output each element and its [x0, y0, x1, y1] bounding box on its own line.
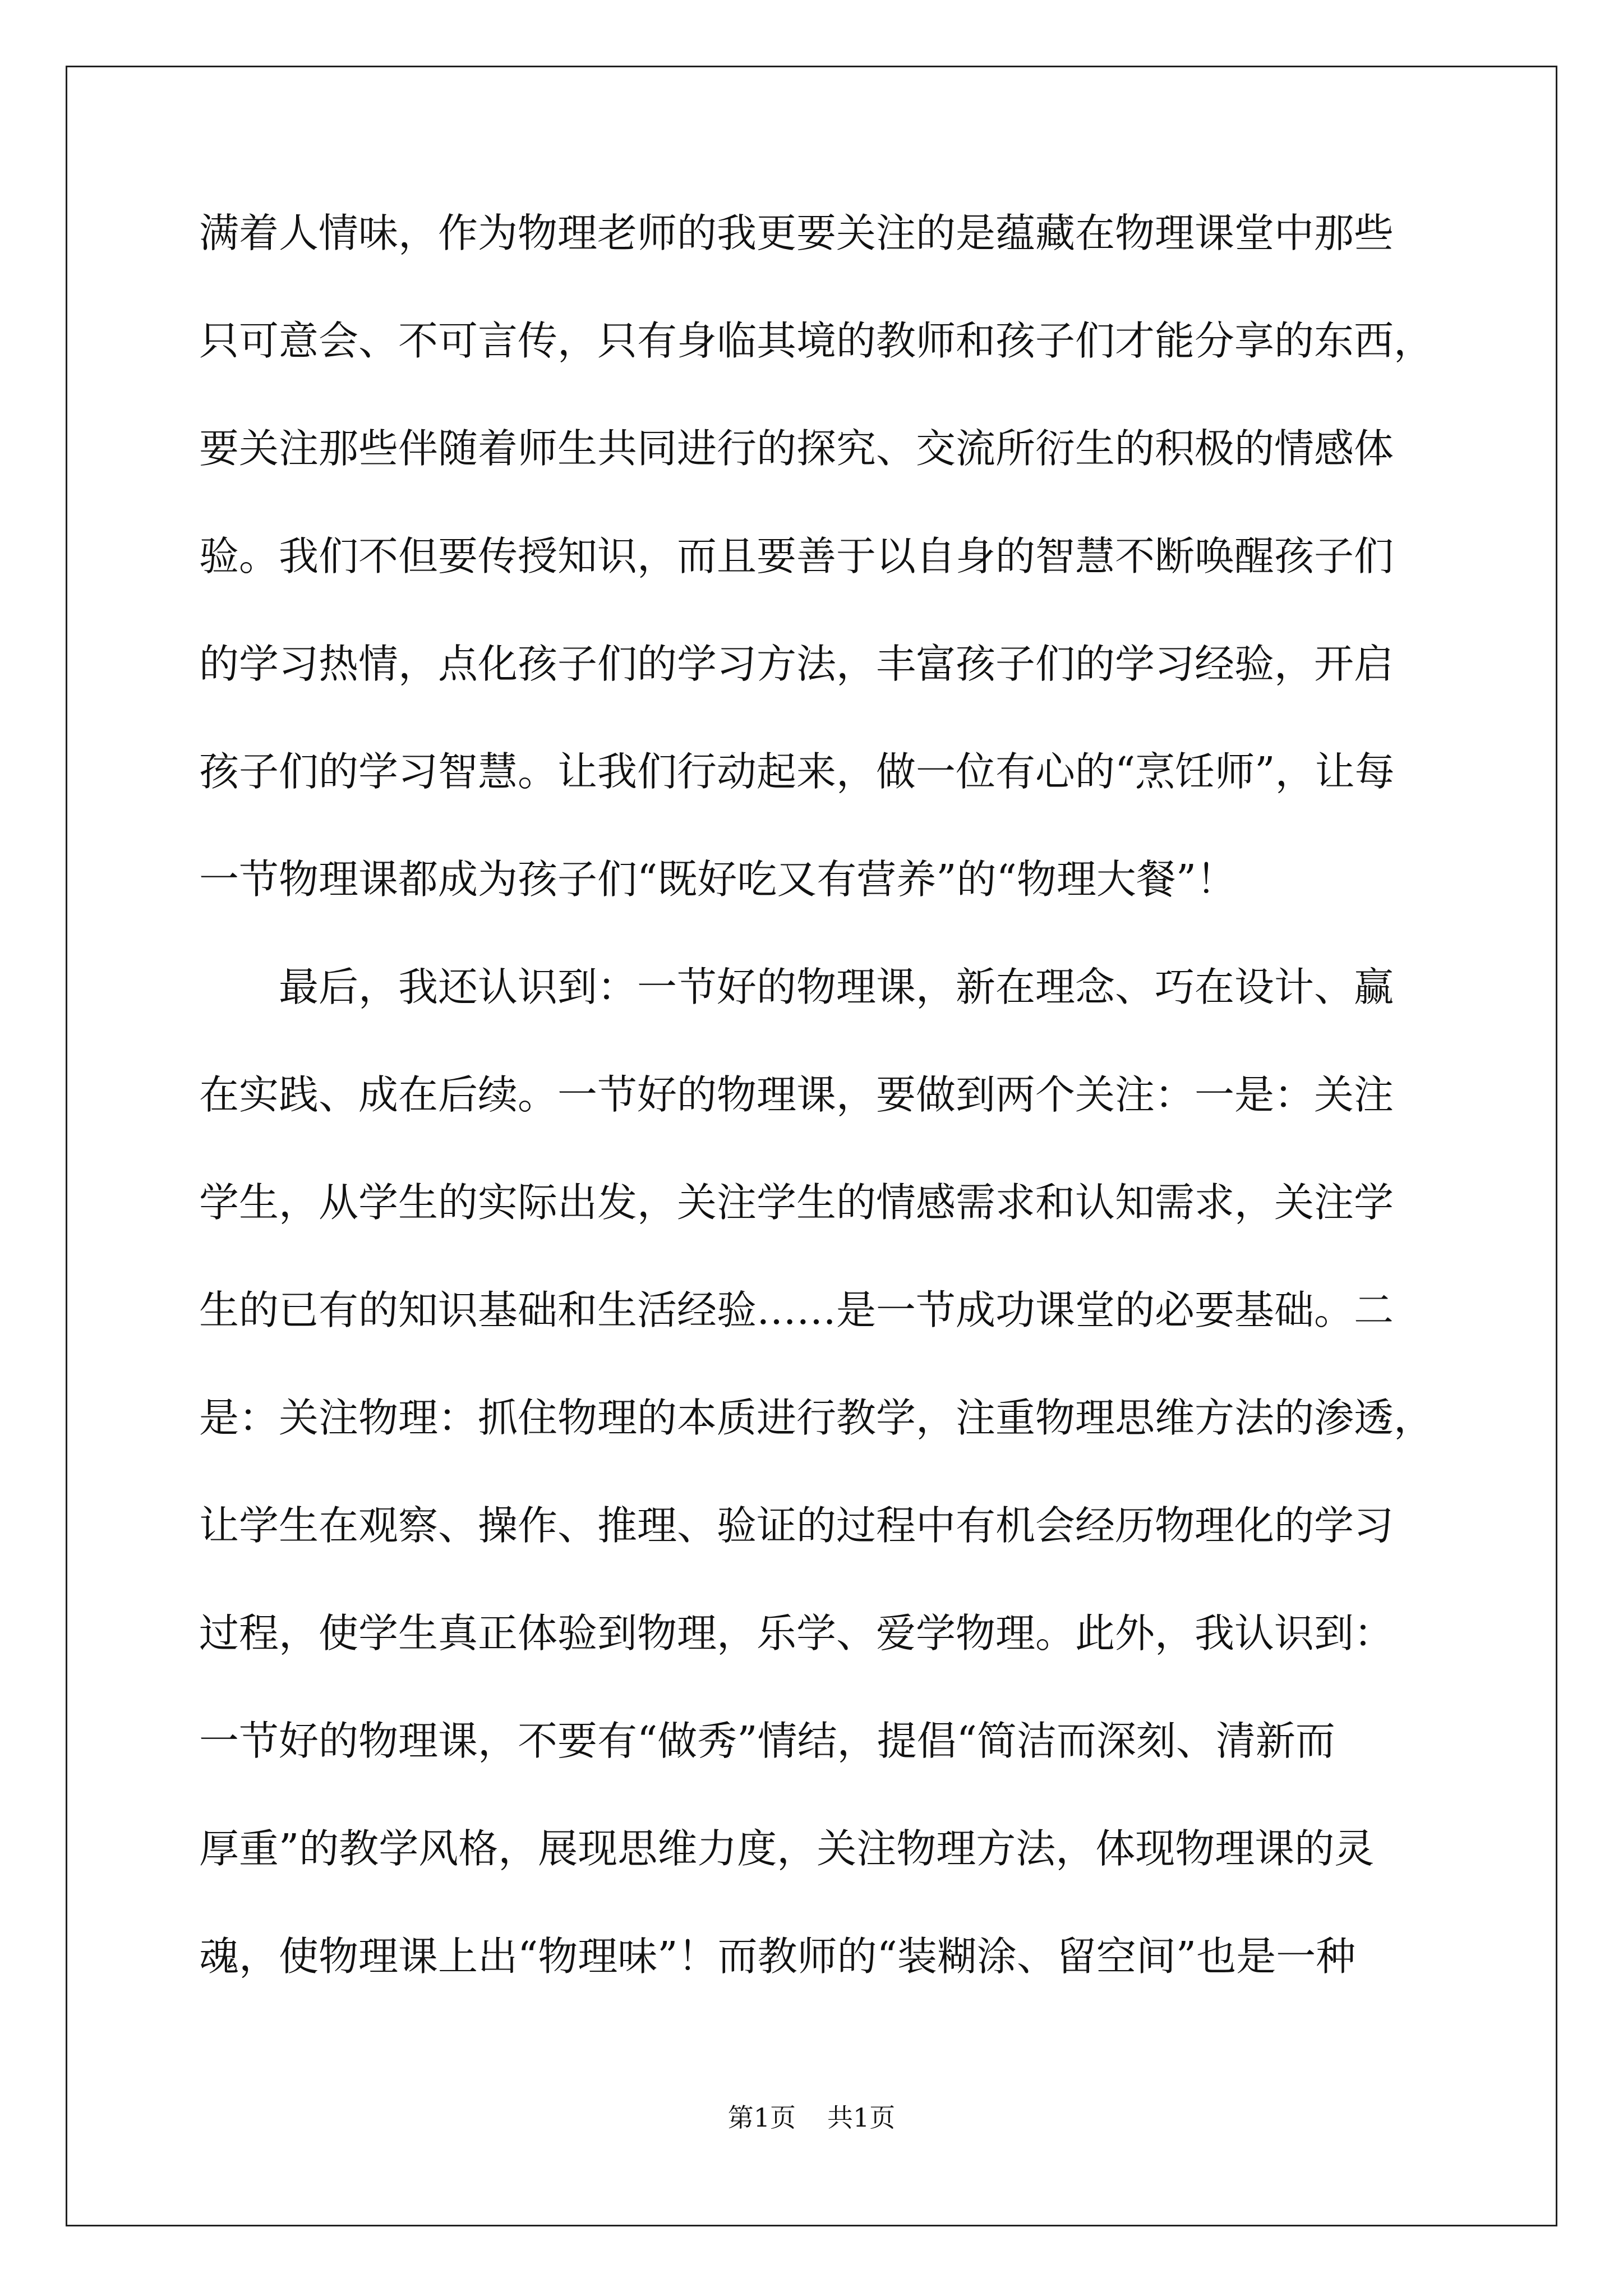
- paragraph-first-line: 最后，我还认识到：一节好的物理课，新在理念、巧在设计、赢: [279, 964, 1394, 1010]
- text-line: 生的已有的知识基础和生活经验……是一节成功课堂的必要基础。二: [199, 1287, 1394, 1333]
- text-line: 一节物理课都成为孩子们“既好吃又有营养”的“物理大餐”！: [199, 856, 1237, 903]
- text-line: 在实践、成在后续。一节好的物理课，要做到两个关注：一是：关注: [199, 1071, 1394, 1118]
- page-number: 第1页: [727, 2102, 796, 2133]
- text-line: 的学习热情，点化孩子们的学习方法，丰富孩子们的学习经验，开启: [199, 641, 1394, 687]
- text-line: 厚重”的教学风格，展现思维力度，关注物理方法，体现物理课的灵: [199, 1825, 1375, 1872]
- text-line: 孩子们的学习智慧。让我们行动起来，做一位有心的“烹饪师”，让每: [199, 748, 1395, 795]
- page-footer: [0, 2102, 1623, 2133]
- text-line: 要关注那些伴随着师生共同进行的探究、交流所衍生的积极的情感体: [199, 425, 1394, 472]
- text-line: 验。我们不但要传授知识，而且要善于以自身的智慧不断唤醒孩子们: [199, 533, 1394, 579]
- text-line: 让学生在观察、操作、推理、验证的过程中有机会经历物理化的学习: [199, 1502, 1394, 1549]
- text-line: 满着人情味，作为物理老师的我更要关注的是蕴藏在物理课堂中那些: [199, 210, 1394, 256]
- text-line: 魂，使物理课上出“物理味”！而教师的“装糊涂、留空间”也是一种: [199, 1933, 1356, 1980]
- page-total: 共1页: [827, 2102, 896, 2133]
- text-line: 过程，使学生真正体验到物理，乐学、爱学物理。此外，我认识到：: [199, 1610, 1394, 1657]
- text-line: 是：关注物理：抓住物理的本质进行教学，注重物理思维方法的渗透，: [199, 1395, 1434, 1441]
- text-line: 只可意会、不可言传，只有身临其境的教师和孩子们才能分享的东西，: [199, 318, 1434, 364]
- text-line: 学生，从学生的实际出发，关注学生的情感需求和认知需求，关注学: [199, 1179, 1394, 1226]
- document-body: [199, 210, 1434, 2044]
- text-line: 一节好的物理课，不要有“做秀”情结，提倡“简洁而深刻、清新而: [199, 1718, 1335, 1764]
